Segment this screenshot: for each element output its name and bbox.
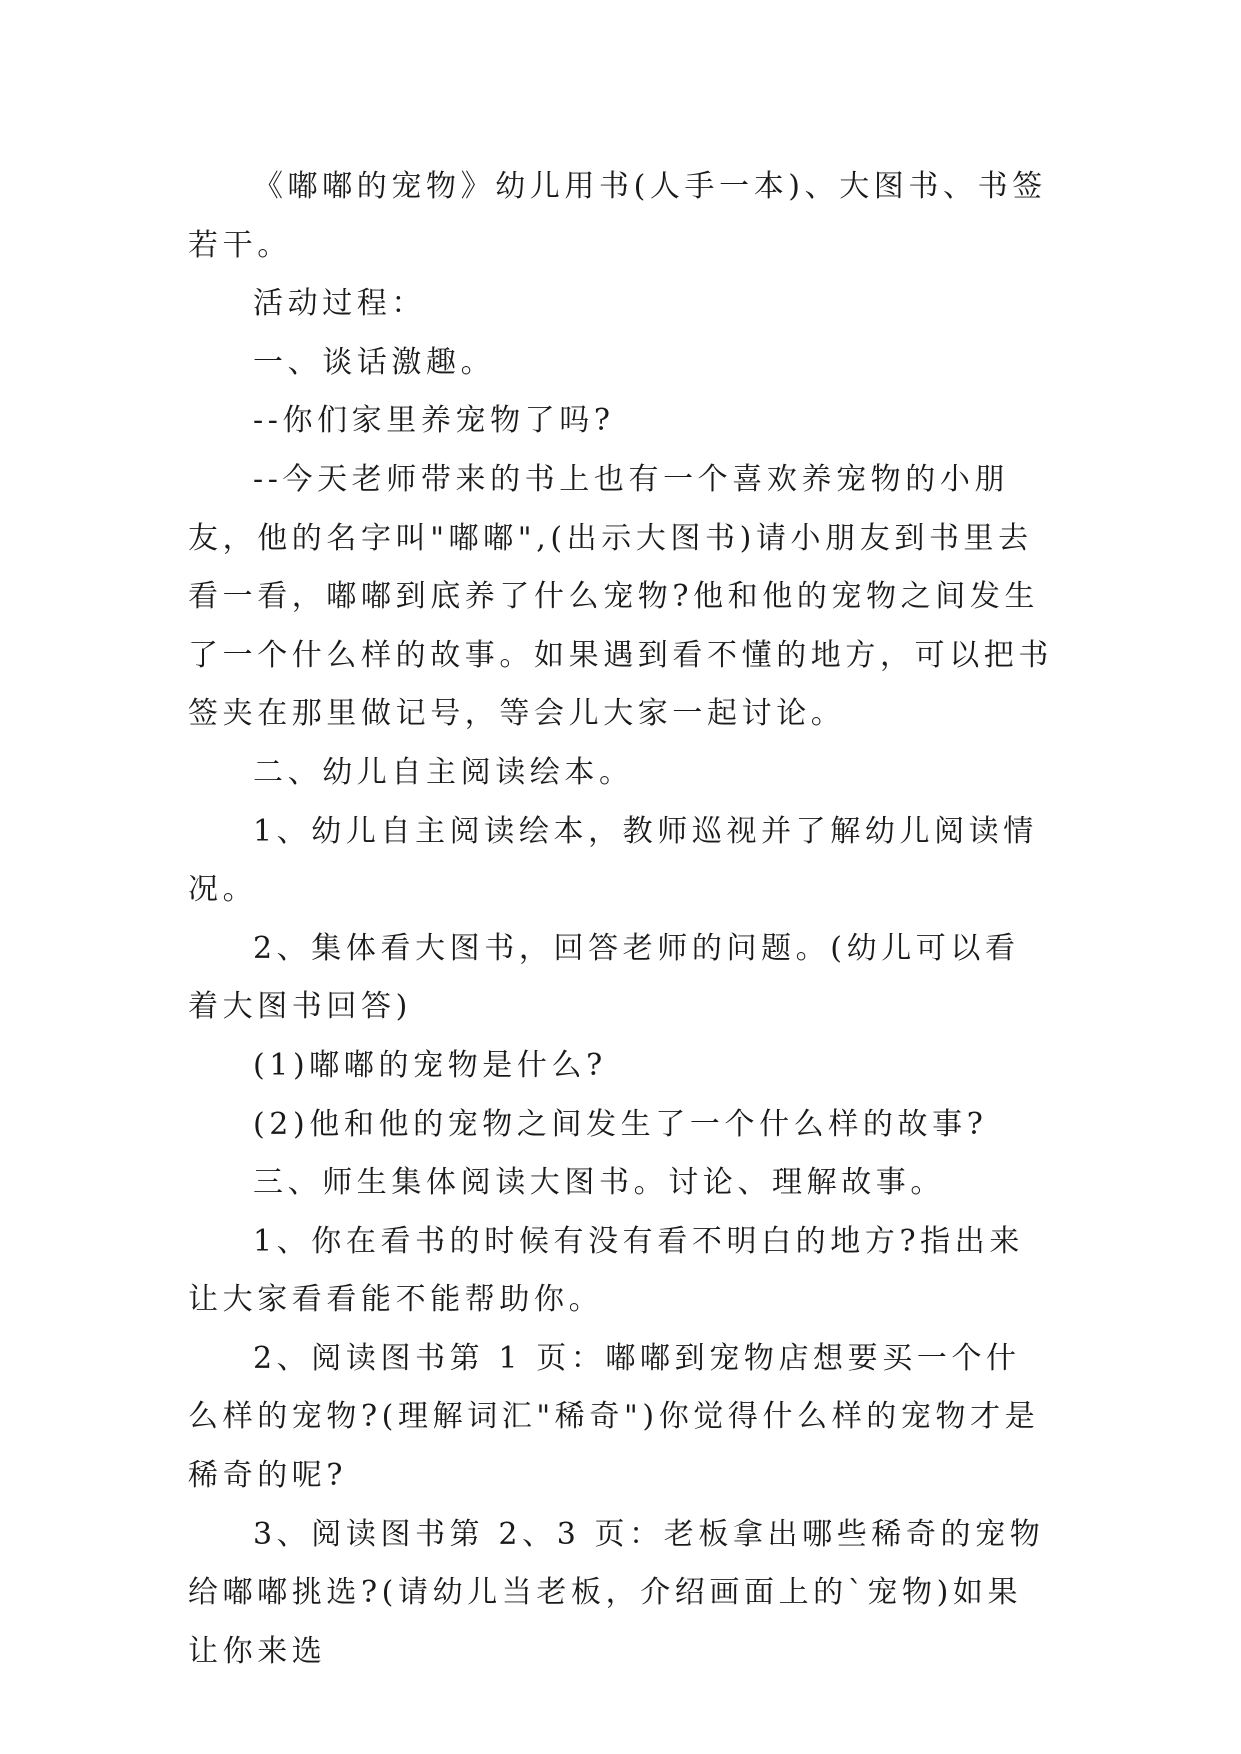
paragraph-intro-dudu: --今天老师带来的书上也有一个喜欢养宠物的小朋友，他的名字叫"嘟嘟",(出示大图书)请小朋友到书里去看一看，嘟嘟到底养了什么宠物?他和他的宠物之间发生了一个什么样的故事。如果遇到看不懂的地方，可以把书签夹在那里做记号，等会儿大家一起讨论。 — [188, 461, 1053, 732]
paragraph-section-one: 一、谈话激趣。 — [253, 344, 496, 380]
paragraph-step-2-1: 1、幼儿自主阅读绘本，教师巡视并了解幼儿阅读情况。 — [188, 813, 1038, 908]
paragraph-step-3-2: 2、阅读图书第 1 页：嘟嘟到宠物店想要买一个什么样的宠物?(理解词汇"稀奇")你觉得什么样的宠物才是稀奇的呢? — [188, 1340, 1040, 1494]
paragraph-section-three: 三、师生集体阅读大图书。讨论、理解故事。 — [253, 1165, 945, 1201]
paragraph-materials: 《嘟嘟的宠物》幼儿用书(人手一本)、大图书、书签若干。 — [188, 169, 1047, 263]
paragraph-question-pets: --你们家里养宠物了吗? — [253, 403, 615, 439]
paragraph-question-2: (2)他和他的宠物之间发生了一个什么样的故事? — [253, 1106, 988, 1142]
paragraph-activity-process: 活动过程： — [253, 286, 426, 322]
document-body — [188, 158, 1054, 1681]
paragraph-step-3-1: 1、你在看书的时候有没有看不明白的地方?指出来让大家看看能不能帮助你。 — [188, 1223, 1024, 1318]
paragraph-question-1: (1)嘟嘟的宠物是什么? — [253, 1047, 607, 1083]
paragraph-step-2-2: 2、集体看大图书，回答老师的问题。(幼儿可以看着大图书回答) — [188, 930, 1020, 1025]
paragraph-section-two: 二、幼儿自主阅读绘本。 — [253, 754, 634, 790]
paragraph-step-3-3: 3、阅读图书第 2、3 页：老板拿出哪些稀奇的宠物给嘟嘟挑选?(请幼儿当老板，介绍画面上的`宠物)如果让你来选 — [188, 1516, 1045, 1669]
